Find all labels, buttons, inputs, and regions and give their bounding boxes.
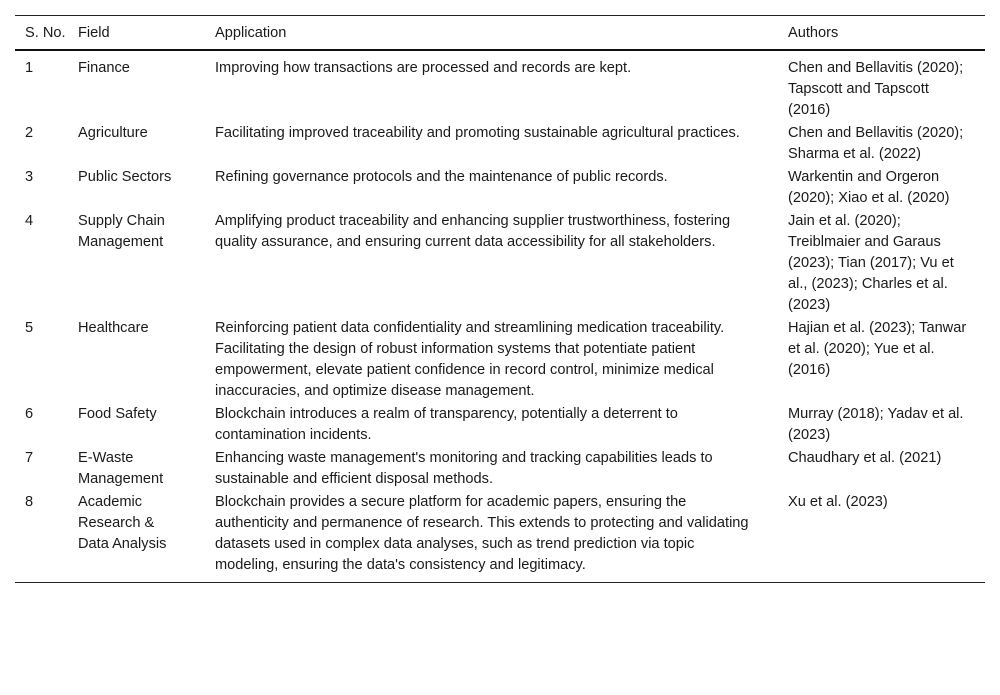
cell-field: Public Sectors xyxy=(78,169,172,185)
cell-application: Blockchain introduces a realm of transparency, potentially a deterrent to contamination incidents. xyxy=(215,406,678,443)
cell-sno: 6 xyxy=(25,406,34,422)
cell-sno: 1 xyxy=(25,60,34,76)
cell-authors: Murray (2018); Yadav et al. (2023) xyxy=(788,406,964,443)
cell-field: Supply Chain Management xyxy=(78,213,165,250)
cell-authors: Chen and Bellavitis (2020); Tapscott and Tapscott (2016) xyxy=(788,60,964,118)
cell-authors: Xu et al. (2023) xyxy=(788,494,888,510)
table-container xyxy=(15,15,985,583)
table-row xyxy=(15,211,985,318)
header-row xyxy=(15,16,985,51)
cell-field: Healthcare xyxy=(78,320,149,336)
cell-application: Amplifying product traceability and enhancing supplier trustworthiness, fostering quality assurance, and ensuring current data accessibility for all stakeholders. xyxy=(215,213,731,250)
header-application: Application xyxy=(215,25,287,41)
blockchain-applications-table xyxy=(15,15,985,583)
cell-sno: 3 xyxy=(25,169,34,185)
cell-authors: Hajian et al. (2023); Tanwar et al. (2020); Yue et al. (2016) xyxy=(788,320,967,378)
table-row xyxy=(15,448,985,492)
header-field: Field xyxy=(78,25,110,41)
cell-application: Facilitating improved traceability and promoting sustainable agricultural practices. xyxy=(215,125,740,141)
cell-field: Finance xyxy=(78,60,130,76)
cell-authors: Warkentin and Orgeron (2020); Xiao et al. (2020) xyxy=(788,169,950,206)
cell-application: Refining governance protocols and the maintenance of public records. xyxy=(215,169,668,185)
cell-application: Blockchain provides a secure platform for academic papers, ensuring the authenticity and permanence of research. This extends to protecting and validating datasets used in complex data analyses, such as trend prediction via topic modeling, ensuring the data's consistency and legitimacy. xyxy=(215,494,749,573)
cell-application: Reinforcing patient data confidentiality and streamlining medication traceability. Facilitating the design of robust information systems that potentiate patient empowerment, elevate patient confidence in record control, minimize medical inaccuracies, and optimize disease management. xyxy=(215,320,725,399)
table-body xyxy=(15,50,985,583)
table-row xyxy=(15,123,985,167)
table-row xyxy=(15,50,985,123)
cell-sno: 5 xyxy=(25,320,34,336)
header-sno: S. No. xyxy=(25,25,66,41)
cell-field: Food Safety xyxy=(78,406,157,422)
table-row xyxy=(15,167,985,211)
cell-sno: 8 xyxy=(25,494,34,510)
cell-sno: 4 xyxy=(25,213,34,229)
table-header xyxy=(15,16,985,51)
cell-sno: 7 xyxy=(25,450,34,466)
cell-authors: Jain et al. (2020); Treiblmaier and Garaus (2023); Tian (2017); Vu et al., (2023); Charles et al. (2023) xyxy=(788,213,954,313)
table-row xyxy=(15,404,985,448)
cell-authors: Chen and Bellavitis (2020); Sharma et al. (2022) xyxy=(788,125,964,162)
cell-authors: Chaudhary et al. (2021) xyxy=(788,450,942,466)
cell-field: E-Waste Management xyxy=(78,450,164,487)
header-authors: Authors xyxy=(788,25,839,41)
cell-field: Agriculture xyxy=(78,125,148,141)
table-row xyxy=(15,492,985,583)
cell-application: Improving how transactions are processed and records are kept. xyxy=(215,60,632,76)
cell-application: Enhancing waste management's monitoring and tracking capabilities leads to sustainable and efficient disposal methods. xyxy=(215,450,713,487)
cell-field: Academic Research & Data Analysis xyxy=(78,494,167,552)
table-row xyxy=(15,318,985,404)
cell-sno: 2 xyxy=(25,125,34,141)
